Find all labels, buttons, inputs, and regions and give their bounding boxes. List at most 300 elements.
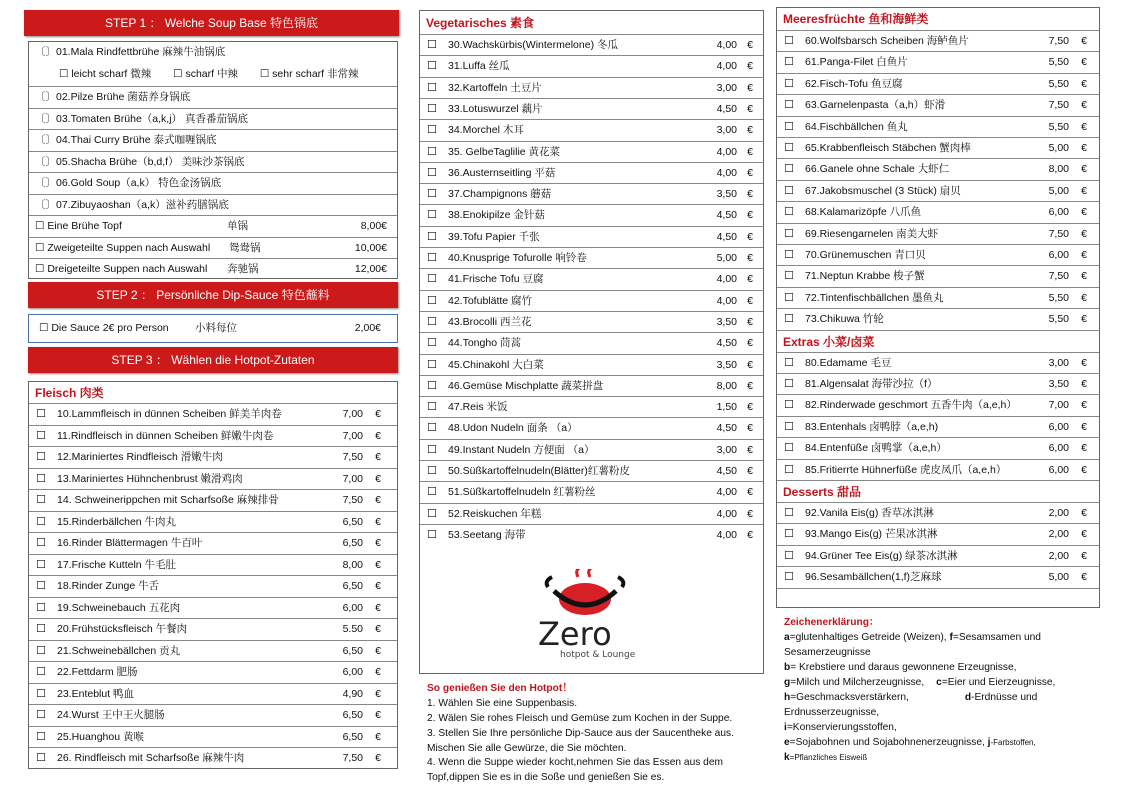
menu-item-row[interactable] (29, 489, 397, 511)
item-name: 14. Schweinerippchen mit Scharfsoße 麻辣排骨 (57, 494, 279, 506)
checkbox-icon[interactable]: ☐ (36, 752, 46, 764)
item-name: 94.Grüner Tee Eis(g) 绿茶冰淇淋 (805, 549, 958, 562)
item-price: 4,00 (716, 273, 737, 286)
step1-banner: STEP 1 ： Welche Soup Base 特色锅底 (24, 10, 399, 36)
checkbox-icon[interactable]: ☐ (784, 399, 794, 412)
item-name: 65.Krabbenfleisch Stäbchen 蟹肉棒 (805, 142, 971, 154)
item-name: 10.Lammfleisch in dünnen Scheiben 鲜美羊肉卷 (57, 408, 282, 420)
item-price: 4,00 (716, 39, 737, 51)
euro-sign: € (1081, 77, 1087, 90)
checkbox-icon[interactable]: ☐ (784, 35, 794, 47)
euro-sign: € (1081, 249, 1087, 261)
menu-item-row[interactable] (420, 77, 763, 98)
item-price: 6,00 (342, 666, 363, 678)
checkbox-icon[interactable]: ☐ (36, 580, 46, 592)
item-name: 38.Enokipilze 金针菇 (448, 209, 545, 222)
spice-mild[interactable]: ☐ leicht scharf 微辣 (59, 68, 152, 80)
item-name: 68.Kalamarizöpfe 八爪鱼 (805, 206, 922, 219)
checkbox-icon[interactable]: ☐ (784, 313, 794, 326)
checkbox-icon[interactable]: ☐ (427, 60, 437, 73)
checkbox-icon[interactable]: ☐ (36, 623, 46, 635)
item-price: 3,50 (716, 188, 737, 201)
checkbox-icon[interactable]: ☐ (427, 507, 437, 520)
checkbox-icon[interactable]: ☐ (427, 124, 437, 137)
item-price: 7,50 (1048, 35, 1069, 47)
desserts-header: Desserts 甜品 (777, 480, 1099, 503)
spice-options (59, 64, 359, 85)
menu-item-row[interactable] (420, 55, 763, 76)
euro-sign: € (1081, 99, 1087, 112)
item-name: 61.Panga-Filet 白鱼片 (805, 56, 908, 69)
checkbox-icon[interactable]: ☐ (784, 227, 794, 240)
checkbox-icon[interactable]: ☐ (36, 601, 46, 614)
checkbox-icon[interactable]: ☐ (427, 102, 437, 115)
item-name: 92.Vanila Eis(g) 香草冰淇淋 (805, 507, 934, 519)
checkbox-icon[interactable]: ☐ (36, 644, 46, 657)
menu-item-row[interactable] (777, 180, 1099, 201)
menu-item-row[interactable] (420, 481, 763, 502)
howto-title: So genießen Sie den Hotpot！ (427, 683, 573, 694)
item-name: 18.Rinder Zunge 牛舌 (57, 580, 160, 592)
checkbox-icon[interactable]: ☐ (784, 99, 794, 112)
euro-sign: € (1081, 56, 1087, 69)
menu-item-row[interactable] (420, 311, 763, 332)
item-price: 6,00 (1048, 249, 1069, 261)
menu-item-row[interactable] (420, 141, 763, 162)
svg-text:Zero: Zero (538, 615, 612, 653)
checkbox-icon[interactable]: ☐ (427, 486, 437, 499)
item-price: 5,50 (1048, 77, 1069, 90)
checkbox-icon[interactable]: ☐ (427, 81, 437, 94)
checkbox-icon[interactable]: ☐ (784, 270, 794, 283)
menu-item-row[interactable] (777, 265, 1099, 286)
pot-row[interactable] (29, 215, 397, 237)
euro-sign: € (747, 443, 753, 456)
item-name: 34.Morchel 木耳 (448, 124, 524, 137)
euro-sign: € (747, 315, 753, 328)
item-price: 4,00 (716, 528, 737, 541)
menu-item-row[interactable] (777, 244, 1099, 265)
soup-base-box (28, 41, 398, 279)
euro-sign: € (1081, 184, 1087, 197)
checkbox-icon[interactable]: ☐ (784, 356, 794, 369)
menu-item-row[interactable] (420, 226, 763, 247)
item-name: 66.Ganele ohne Schale 大虾仁 (805, 163, 950, 176)
item-price: 6,00 (1048, 442, 1069, 455)
menu-item-row[interactable] (777, 416, 1099, 437)
item-price: 7,00 (342, 472, 363, 485)
item-name: 42.Tofublätte 腐竹 (448, 294, 533, 307)
item-name: 46.Gemüse Mischplatte 蔬菜拼盘 (448, 379, 604, 392)
euro-sign: € (375, 451, 381, 463)
menu-item-row[interactable] (420, 183, 763, 204)
menu-item-row[interactable] (420, 396, 763, 417)
menu-item-row[interactable] (777, 116, 1099, 137)
item-name: 82.Rinderwade geschmort 五香牛肉（a,e,h） (805, 399, 1017, 412)
checkbox-icon[interactable]: ☐ (784, 420, 794, 433)
checkbox-icon[interactable]: ☐ (427, 315, 437, 328)
euro-sign: € (1081, 163, 1087, 176)
checkbox-icon[interactable]: ☐ (427, 166, 437, 179)
menu-item-row[interactable] (29, 704, 397, 726)
item-name: 51.Süßkartoffelnudeln 红薯粉丝 (448, 486, 596, 499)
checkbox-icon[interactable]: ☐ (427, 39, 437, 51)
item-price: 8,00 (716, 379, 737, 392)
euro-sign: € (747, 39, 753, 51)
checkbox-icon[interactable]: ☐ (427, 465, 437, 477)
menu-item-row[interactable] (777, 459, 1099, 480)
item-name: 25.Huanghou 黄喉 (57, 730, 144, 743)
item-name: 62.Fisch-Tofu 鱼豆腐 (805, 77, 903, 90)
item-name: 50.Süßkartoffelnudeln(Blätter)红薯粉皮 (448, 465, 630, 477)
item-price: 8,00 (1048, 163, 1069, 176)
svg-text:hotpot & Lounge: hotpot & Lounge (560, 650, 636, 659)
euro-sign: € (747, 188, 753, 201)
checkbox-icon[interactable]: ☐ (36, 558, 46, 571)
menu-item-row[interactable] (420, 98, 763, 119)
checkbox-icon[interactable]: ☐ (36, 408, 46, 420)
checkbox-icon[interactable]: ☐ (427, 422, 437, 435)
checkbox-icon[interactable]: ☐ (427, 145, 437, 158)
euro-sign: € (1081, 291, 1087, 304)
item-name: 24.Wurst 王中王火腿肠 (57, 709, 165, 721)
item-price: 3,00 (716, 443, 737, 456)
checkbox-icon[interactable]: ☐ (427, 230, 437, 243)
item-price: 5,50 (1048, 313, 1069, 326)
spice-medium[interactable]: ☐ scharf 中辣 (173, 68, 238, 80)
menu-item-row[interactable] (420, 119, 763, 140)
menu-item-row[interactable] (29, 747, 397, 769)
hotpot-logo-icon (530, 569, 650, 659)
euro-sign: € (747, 166, 753, 179)
item-name: 49.Instant Nudeln 方便面 （a） (448, 443, 595, 456)
pot-name: ☐ Eine Brühe Topf (35, 220, 122, 232)
checkbox-icon[interactable]: ☐ (784, 528, 794, 541)
soup-base-item[interactable]: 〔〕07.Zibuyaoshan（a,k）滋补药膳锅底 (29, 194, 397, 216)
soup-base-item[interactable]: 〔〕06.Gold Soup（a,k） 特色金汤锅底 (29, 172, 397, 194)
menu-item-row[interactable] (420, 34, 763, 55)
checkbox-icon[interactable]: ☐ (784, 120, 794, 133)
howto-line: 4. Wenn die Suppe wieder kocht,nehmen Sie das Essen aus dem (427, 757, 723, 768)
item-price: 5,00 (1048, 571, 1069, 584)
soup-base-item[interactable]: 〔〕05.Shacha Brühe（b,d,f） 美味沙茶锅底 (29, 151, 397, 173)
fleisch-box (28, 381, 398, 769)
menu-item-row[interactable] (777, 51, 1099, 72)
menu-item-row[interactable] (420, 375, 763, 396)
checkbox-icon[interactable]: ☐ (36, 451, 46, 463)
menu-item-row[interactable] (777, 201, 1099, 222)
item-price: 3,00 (716, 81, 737, 94)
menu-item-row[interactable] (29, 554, 397, 576)
menu-item-row[interactable] (420, 460, 763, 481)
item-name: 43.Brocolli 西兰花 (448, 315, 532, 328)
item-price: 5,50 (1048, 56, 1069, 69)
euro-sign: € (375, 429, 381, 442)
checkbox-icon[interactable]: ☐ (36, 537, 46, 549)
pot-price: 8,00€ (360, 220, 387, 232)
checkbox-icon[interactable]: ☐ (36, 494, 46, 506)
item-name: 33.Lotuswurzel 藕片 (448, 102, 543, 115)
euro-sign: € (747, 528, 753, 541)
checkbox-icon[interactable]: ☐ (36, 666, 46, 678)
spice-hot[interactable]: ☐ sehr scharf 非常辣 (259, 68, 359, 80)
menu-item-row[interactable] (29, 726, 397, 748)
checkbox-icon[interactable]: ☐ (427, 273, 437, 286)
item-name: 64.Fischbällchen 鱼丸 (805, 120, 908, 133)
menu-item-row[interactable] (777, 394, 1099, 415)
menu-item-row[interactable] (777, 437, 1099, 458)
checkbox-icon[interactable]: ☐ (427, 379, 437, 392)
checkbox-icon[interactable]: ☐ (36, 515, 46, 528)
item-name: 44.Tongho 茼蒿 (448, 337, 521, 350)
checkbox-icon[interactable]: ☐ (36, 730, 46, 743)
menu-item-row[interactable] (29, 532, 397, 554)
item-name: 36.Austernseitling 平菇 (448, 166, 556, 179)
euro-sign: € (375, 580, 381, 592)
menu-item-row[interactable] (777, 308, 1099, 329)
checkbox-icon[interactable]: ☐ (784, 142, 794, 154)
menu-item-row[interactable] (420, 354, 763, 375)
item-price: 2,00 (1048, 549, 1069, 562)
item-price: 4,50 (716, 465, 737, 477)
item-price: 4,00 (716, 294, 737, 307)
euro-sign: € (747, 422, 753, 435)
item-price: 4,50 (716, 230, 737, 243)
item-name: 93.Mango Eis(g) 芒果冰淇淋 (805, 528, 938, 541)
menu-item-row[interactable] (420, 268, 763, 289)
howto-line: 3. Stellen Sie Ihre persönliche Dip-Sauce aus der Saucentheke aus. (427, 728, 734, 739)
item-name: 69.Riesengarnelen 南美大虾 (805, 227, 939, 240)
checkbox-icon[interactable]: ☐ (427, 294, 437, 307)
item-price: 7,50 (342, 494, 363, 506)
item-name: 96.Sesambällchen(1,f)芝麻球 (805, 571, 942, 584)
item-price: 2,00 (1048, 507, 1069, 519)
euro-sign: € (1081, 270, 1087, 283)
item-price: 6,50 (342, 515, 363, 528)
menu-item-row[interactable] (29, 661, 397, 683)
item-price: 4,00 (716, 60, 737, 73)
euro-sign: € (1081, 227, 1087, 240)
item-price: 7,00 (342, 408, 363, 420)
pot-row[interactable] (29, 258, 397, 280)
menu-item-row[interactable] (777, 94, 1099, 115)
item-price: 3,50 (1048, 378, 1069, 390)
menu-item-row[interactable] (420, 503, 763, 524)
extras-header: Extras 小菜/卤菜 (777, 330, 1099, 353)
item-price: 7,50 (1048, 99, 1069, 112)
item-price: 7,00 (1048, 399, 1069, 412)
item-price: 5,00 (1048, 142, 1069, 154)
item-name: 45.Chinakohl 大白菜 (448, 358, 544, 371)
menu-item-row[interactable] (777, 287, 1099, 308)
soup-base-item[interactable]: 〔〕02.Pilze Brühe 菌菇养身锅底 (29, 86, 397, 108)
menu-item-row[interactable] (29, 403, 397, 425)
item-price: 6,00 (1048, 463, 1069, 476)
menu-item-row[interactable] (777, 223, 1099, 244)
menu-item-row[interactable] (420, 204, 763, 225)
item-name: 63.Garnelenpasta（a,h）虾滑 (805, 99, 946, 112)
item-price: 5,00 (716, 252, 737, 264)
euro-sign: € (747, 401, 753, 414)
sauce-cn: 小料每位 (195, 322, 237, 334)
checkbox-icon[interactable]: ☐ (784, 206, 794, 219)
menu-item-row[interactable] (420, 290, 763, 311)
menu-item-row[interactable] (420, 332, 763, 353)
item-price: 8,00 (342, 558, 363, 571)
euro-sign: € (1081, 206, 1087, 219)
euro-sign: € (375, 558, 381, 571)
checkbox-icon[interactable]: ☐ (784, 291, 794, 304)
item-price: 6,50 (342, 709, 363, 721)
zero-logo (530, 569, 650, 659)
checkbox-icon[interactable]: ☐ (784, 249, 794, 261)
euro-sign: € (1081, 463, 1087, 476)
menu-item-row[interactable] (777, 373, 1099, 394)
step2-banner: STEP 2 ： Persönliche Dip-Sauce 特色蘸料 (28, 282, 398, 308)
item-name: 80.Edamame 毛豆 (805, 356, 892, 369)
euro-sign: € (375, 752, 381, 764)
item-name: 39.Tofu Papier 千张 (448, 230, 540, 243)
item-price: 6,00 (342, 601, 363, 614)
sauce-price: 2,00€ (354, 322, 381, 334)
checkbox-icon[interactable]: ☐ (427, 188, 437, 201)
item-price: 1,50 (716, 401, 737, 414)
checkbox-icon[interactable]: ☐ (784, 56, 794, 69)
item-name: 21.Schweinebällchen 贡丸 (57, 644, 181, 657)
item-price: 4,00 (716, 507, 737, 520)
menu-item-row[interactable] (777, 137, 1099, 158)
menu-item-row[interactable] (777, 73, 1099, 94)
euro-sign: € (747, 81, 753, 94)
checkbox-icon[interactable]: ☐ (36, 429, 46, 442)
menu-item-row[interactable] (29, 468, 397, 490)
menu-item-row[interactable] (420, 417, 763, 438)
checkbox-icon[interactable]: ☐ (427, 358, 437, 371)
checkbox-icon[interactable]: ☐ (36, 687, 46, 700)
soup-base-item[interactable]: 〔〕03.Tomaten Brühe（a,k,j） 真香番茄锅底 (29, 108, 397, 130)
euro-sign: € (747, 60, 753, 73)
sauce-name: ☐ Die Sauce 2€ pro Person (39, 322, 169, 334)
menu-item-row[interactable] (29, 446, 397, 468)
checkbox-icon[interactable]: ☐ (784, 184, 794, 197)
checkbox-icon[interactable]: ☐ (427, 209, 437, 222)
euro-sign: € (747, 337, 753, 350)
checkbox-icon[interactable]: ☐ (36, 709, 46, 721)
euro-sign: € (375, 709, 381, 721)
checkbox-icon[interactable]: ☐ (427, 528, 437, 541)
menu-item-row[interactable] (777, 566, 1099, 587)
checkbox-icon[interactable]: ☐ (784, 549, 794, 562)
step3-banner: STEP 3 ： Wählen die Hotpot-Zutaten (28, 347, 398, 373)
menu-item-row[interactable] (420, 524, 763, 545)
pot-price: 10,00€ (354, 241, 387, 254)
euro-sign: € (1081, 442, 1087, 455)
checkbox-icon[interactable]: ☐ (784, 463, 794, 476)
menu-item-row[interactable] (777, 502, 1099, 523)
euro-sign: € (375, 472, 381, 485)
item-price: 4,50 (716, 422, 737, 435)
checkbox-icon[interactable]: ☐ (784, 507, 794, 519)
item-name: 41.Frische Tofu 豆腐 (448, 273, 544, 286)
item-price: 5,00 (1048, 184, 1069, 197)
checkbox-icon[interactable]: ☐ (784, 163, 794, 176)
menu-item-row[interactable] (29, 575, 397, 597)
menu-item-row[interactable] (777, 523, 1099, 544)
checkbox-icon[interactable]: ☐ (427, 252, 437, 264)
euro-sign: € (1081, 142, 1087, 154)
checkbox-icon[interactable]: ☐ (427, 443, 437, 456)
howto-line: 2. Wälen Sie rohes Fleisch und Gemüse zum Kochen in der Suppe. (427, 713, 733, 724)
soup-base-item[interactable]: 〔〕04.Thai Curry Brühe 泰式咖喱锅底 (29, 129, 397, 151)
item-price: 5.50 (342, 623, 363, 635)
item-price: 3,50 (716, 358, 737, 371)
item-name: 13.Mariniertes Hühnchenbrust 嫩滑鸡肉 (57, 472, 243, 485)
legend-text: a=glutenhaltiges Getreide (Weizen), f=Sesamsamen und Sesamerzeugnisse b= Krebstiere und daraus gewonnene Erzeugnisse, g=Milch und Milcherzeugnisse, c=Eier und Eierzeugnisse, h=Geschmacksverstärkern, d-Erdnüsse und Erdnusserzeugnisse, i=Konservierungsstoffen, e=Sojabohnen und Sojabohnenerzeugnisse, j-Farbstoffen, k=Pflanzliches Eisweiß (784, 632, 1056, 763)
checkbox-icon[interactable]: ☐ (784, 571, 794, 584)
euro-sign: € (747, 465, 753, 477)
checkbox-icon[interactable]: ☐ (427, 401, 437, 414)
meeres-header: Meeresfrüchte 鱼和海鲜类 (783, 12, 929, 26)
menu-item-row[interactable] (777, 352, 1099, 373)
checkbox-icon[interactable]: ☐ (36, 472, 46, 485)
item-name: 60.Wolfsbarsch Scheiben 海鲈鱼片 (805, 35, 969, 47)
euro-sign: € (747, 145, 753, 158)
menu-item-row[interactable] (29, 640, 397, 662)
menu-item-row[interactable] (420, 162, 763, 183)
checkbox-icon[interactable]: ☐ (784, 378, 794, 390)
item-price: 7,50 (1048, 227, 1069, 240)
checkbox-icon[interactable]: ☐ (427, 337, 437, 350)
menu-item-row[interactable] (420, 439, 763, 460)
item-name: 23.Enteblut 鸭血 (57, 687, 135, 700)
euro-sign: € (1081, 35, 1087, 47)
menu-item-row[interactable] (420, 247, 763, 268)
menu-item-row[interactable] (29, 618, 397, 640)
menu-item-row[interactable] (29, 597, 397, 619)
sauce-box[interactable] (28, 314, 398, 343)
menu-item-row[interactable] (777, 158, 1099, 179)
item-name: 48.Udon Nudeln 面条 （a） (448, 422, 578, 435)
menu-item-row[interactable] (777, 545, 1099, 566)
menu-item-row[interactable] (29, 683, 397, 705)
euro-sign: € (747, 379, 753, 392)
item-name: 26. Rindfleisch mit Scharfsoße 麻辣牛肉 (57, 752, 245, 764)
item-name: 83.Entenhals 卤鸭脖（a,e,h) (805, 420, 939, 433)
soup-base-item[interactable]: 〔〕01.Mala Rindfettbrühe 麻辣牛油锅底 (35, 46, 226, 58)
euro-sign: € (747, 124, 753, 137)
menu-item-row[interactable] (29, 425, 397, 447)
pot-row[interactable] (29, 237, 397, 259)
item-name: 81.Algensalat 海带沙拉（f） (805, 378, 938, 390)
checkbox-icon[interactable]: ☐ (784, 77, 794, 90)
euro-sign: € (747, 102, 753, 115)
checkbox-icon[interactable]: ☐ (784, 442, 794, 455)
pot-cn: 鸳鸯锅 (229, 241, 261, 254)
item-price: 5,50 (1048, 120, 1069, 133)
euro-sign: € (747, 273, 753, 286)
euro-sign: € (1081, 528, 1087, 541)
euro-sign: € (747, 230, 753, 243)
menu-item-row[interactable] (29, 511, 397, 533)
menu-item-row[interactable] (777, 30, 1099, 51)
euro-sign: € (747, 358, 753, 371)
euro-sign: € (375, 408, 381, 420)
howto-line: Mischen Sie alle Gewürze, die Sie möchten. (427, 743, 627, 754)
pot-name: ☐ Zweigeteilte Suppen nach Auswahl (35, 241, 211, 254)
item-price: 6,50 (342, 730, 363, 743)
euro-sign: € (747, 209, 753, 222)
item-name: 11.Rindfleisch in dünnen Scheiben 鲜嫩牛肉卷 (57, 429, 274, 442)
